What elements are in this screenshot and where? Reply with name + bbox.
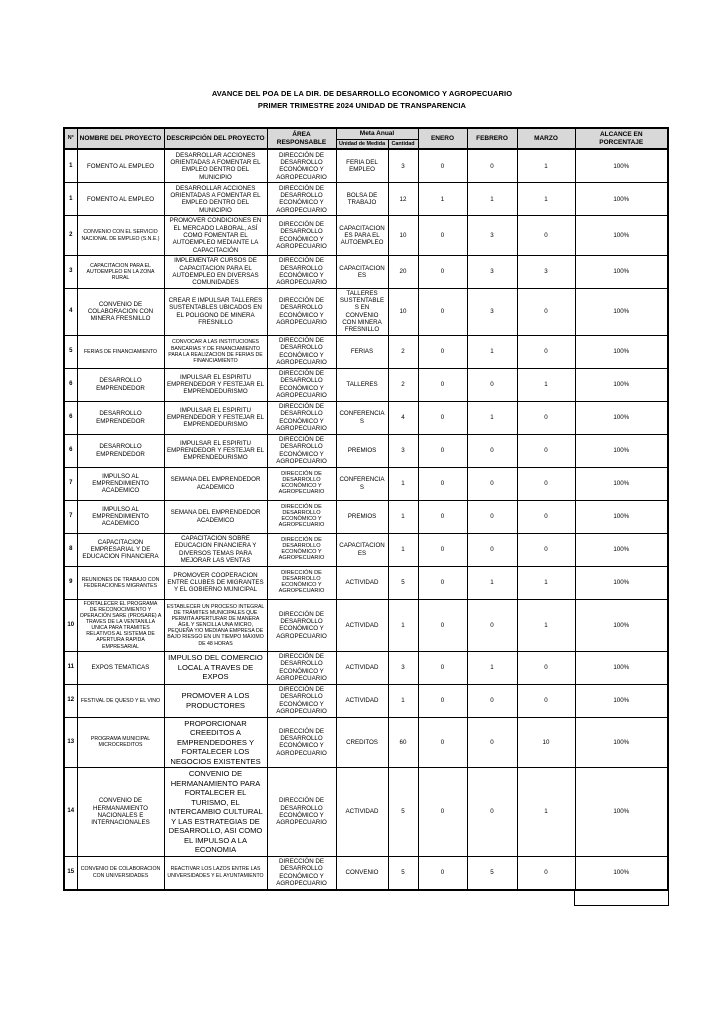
cell-cantidad: 3 [388, 434, 418, 467]
cell-cantidad: 5 [388, 768, 418, 856]
table-row [64, 401, 668, 434]
header-area-responsable: ÁREA RESPONSABLE [267, 128, 336, 149]
cell-area-responsable: DIRECCIÓN DE DESARROLLO ECONÓMICO Y AGROPECUARIO [267, 467, 336, 500]
cell-descripcion: IMPULSAR EL ESPIRITU EMPRENDEDOR Y FESTEJAR EL EMPRENDEDURISMO [164, 368, 267, 401]
table-row [64, 717, 668, 767]
cell-marzo: 1 [517, 768, 575, 856]
cell-alcance: 100% [575, 467, 668, 500]
cell-num: 13 [64, 717, 77, 767]
cell-area-responsable: DIRECCIÓN DE DESARROLLO ECONÓMICO Y AGROPECUARIO [267, 566, 336, 599]
cell-alcance: 100% [575, 768, 668, 856]
cell-num: 15 [64, 856, 77, 890]
cell-enero: 0 [418, 467, 467, 500]
cell-cantidad: 12 [388, 183, 418, 216]
document-title-line2: PRIMER TRIMESTRE 2024 UNIDAD DE TRANSPARENCIA [257, 100, 467, 110]
cell-unidad-medida: CAPACITACIONES PARA EL AUTOEMPLEO [336, 216, 388, 256]
cell-marzo: 0 [517, 533, 575, 566]
cell-descripcion: IMPULSO DEL COMERCIO LOCAL A TRAVES DE EXPOS [164, 651, 267, 684]
cell-febrero: 0 [467, 434, 517, 467]
cell-febrero: 3 [467, 216, 517, 256]
cell-cantidad: 2 [388, 368, 418, 401]
cell-enero: 0 [418, 401, 467, 434]
cell-marzo: 0 [517, 467, 575, 500]
table-row [64, 335, 668, 368]
header-marzo: MARZO [517, 128, 575, 149]
cell-nombre-proyecto: DESARROLLO EMPRENDEDOR [77, 368, 164, 401]
cell-enero: 0 [418, 684, 467, 717]
cell-nombre-proyecto: IMPULSO AL EMPRENDIMIENTO ACADEMICO [77, 500, 164, 533]
cell-descripcion: PROPORCIONAR CREEDITOS A EMPRENDEDORES Y FORTALECER LOS NEGOCIOS EXISTENTES [164, 717, 267, 767]
cell-marzo: 0 [517, 434, 575, 467]
cell-marzo: 0 [517, 335, 575, 368]
cell-num: 6 [64, 434, 77, 467]
cell-descripcion: IMPLEMENTAR CURSOS DE CAPACITACION PARA EL AUTOEMPLEO EN DIVERSAS COMUNIDADES [164, 255, 267, 288]
cell-num: 1 [64, 183, 77, 216]
cell-alcance: 100% [575, 500, 668, 533]
table-row [64, 599, 668, 651]
cell-febrero: 0 [467, 768, 517, 856]
cell-nombre-proyecto: CONVENIO DE HERMANAMIENTO NACIONALES E INTERNACIONALES [77, 768, 164, 856]
cell-unidad-medida: PREMIOS [336, 434, 388, 467]
cell-descripcion: CAPACITACION SOBRE EDUCACION FINANCIERA Y DIVERSOS TEMAS PARA MEJORAR LAS VENTAS [164, 533, 267, 566]
cell-area-responsable: DIRECCIÓN DE DESARROLLO ECONÓMICO Y AGROPECUARIO [267, 149, 336, 183]
header-num: N° [64, 128, 77, 149]
cell-nombre-proyecto: EXPOS TEMATICAS [77, 651, 164, 684]
cell-unidad-medida: CONFERENCIAS [336, 467, 388, 500]
cell-febrero: 0 [467, 467, 517, 500]
cell-unidad-medida: PREMIOS [336, 500, 388, 533]
cell-unidad-medida: ACTIVIDAD [336, 684, 388, 717]
cell-nombre-proyecto: CONVENIO DE COLABORACION CON UNIVERSIDADES [77, 856, 164, 890]
cell-alcance: 100% [575, 684, 668, 717]
cell-descripcion: PROMOVER COOPERACION ENTRE CLUBES DE MIGRANTES Y EL GOBIERNO MUNICIPAL [164, 566, 267, 599]
header-descripcion-proyecto: DESCRIPCIÓN DEL PROYECTO [164, 128, 267, 149]
cell-nombre-proyecto: CONVENIO CON EL SERVICIO NACIONAL DE EMPLEO (S.N.E.) [77, 216, 164, 256]
cell-descripcion: DESARROLLAR ACCIONES ORIENTADAS A FOMENTAR EL EMPLEO DENTRO DEL MUNICIPIO [164, 183, 267, 216]
cell-cantidad: 5 [388, 566, 418, 599]
cell-febrero: 3 [467, 288, 517, 335]
cell-nombre-proyecto: FESTIVAL DE QUESO Y EL VINO [77, 684, 164, 717]
cell-num: 3 [64, 255, 77, 288]
cell-num: 12 [64, 684, 77, 717]
cell-area-responsable: DIRECCIÓN DE DESARROLLO ECONÓMICO Y AGROPECUARIO [267, 651, 336, 684]
cell-febrero: 5 [467, 856, 517, 890]
cell-nombre-proyecto: CAPACITACION PARA EL AUTOEMPLEO EN LA ZONA RURAL [77, 255, 164, 288]
cell-num: 7 [64, 467, 77, 500]
cell-cantidad: 3 [388, 149, 418, 183]
cell-area-responsable: DIRECCIÓN DE DESARROLLO ECONÓMICO Y AGROPECUARIO [267, 216, 336, 256]
cell-cantidad: 2 [388, 335, 418, 368]
cell-febrero: 1 [467, 566, 517, 599]
table-row [64, 768, 668, 856]
cell-area-responsable: DIRECCIÓN DE DESARROLLO ECONÓMICO Y AGROPECUARIO [267, 255, 336, 288]
cell-cantidad: 1 [388, 500, 418, 533]
cell-descripcion: DESARROLLAR ACCIONES ORIENTADAS A FOMENTAR EL EMPLEO DENTRO DEL MUNICIPIO [164, 149, 267, 183]
cell-nombre-proyecto: CAPACITACION EMPRESARIAL Y DE EDUCACION FINANCIERA [77, 533, 164, 566]
cell-enero: 0 [418, 149, 467, 183]
table-row [64, 651, 668, 684]
cell-alcance: 100% [575, 434, 668, 467]
table-row [64, 255, 668, 288]
table-row [64, 216, 668, 256]
cell-descripcion: SEMANA DEL EMPRENDEDOR ACADEMICO [164, 467, 267, 500]
cell-enero: 0 [418, 500, 467, 533]
cell-nombre-proyecto: DESARROLLO EMPRENDEDOR [77, 401, 164, 434]
table-row [64, 467, 668, 500]
document-title-line1: AVANCE DEL POA DE LA DIR. DE DESARROLLO ECONOMICO Y AGROPECUARIO [211, 89, 513, 98]
cell-enero: 0 [418, 216, 467, 256]
cell-alcance: 100% [575, 566, 668, 599]
cell-marzo: 3 [517, 255, 575, 288]
cell-cantidad: 1 [388, 684, 418, 717]
cell-descripcion: PROMOVER A LOS PRODUCTORES [164, 684, 267, 717]
cell-cantidad: 1 [388, 467, 418, 500]
cell-marzo: 0 [517, 651, 575, 684]
cell-enero: 0 [418, 434, 467, 467]
cell-descripcion: CONVENIO DE HERMANAMIENTO PARA FORTALECER EL TURISMO, EL INTERCAMBIO CULTURAL Y LAS ESTRATEGIAS DE DESARROLLO, ASI COMO EL IMPULSO A LA ECONOMIA [164, 768, 267, 856]
header-alcance-porcentaje: ALCANCE EN PORCENTAJE [575, 128, 668, 149]
poa-table-container [63, 127, 667, 906]
cell-area-responsable: DIRECCIÓN DE DESARROLLO ECONÓMICO Y AGROPECUARIO [267, 599, 336, 651]
table-row [64, 434, 668, 467]
cell-marzo: 1 [517, 566, 575, 599]
cell-enero: 1 [418, 183, 467, 216]
cell-alcance: 100% [575, 255, 668, 288]
cell-num: 11 [64, 651, 77, 684]
cell-febrero: 0 [467, 684, 517, 717]
cell-alcance: 100% [575, 717, 668, 767]
table-row [64, 533, 668, 566]
cell-enero: 0 [418, 335, 467, 368]
cell-descripcion: REACTIVAR LOS LAZOS ENTRE LAS UNIVERSIDADES Y EL AYUNTAMIENTO [164, 856, 267, 890]
table-row [64, 149, 668, 183]
header-cantidad: Cantidad [388, 139, 418, 149]
cell-marzo: 10 [517, 717, 575, 767]
cell-marzo: 0 [517, 684, 575, 717]
footer-empty-cell [574, 891, 669, 906]
cell-febrero: 0 [467, 599, 517, 651]
cell-enero: 0 [418, 651, 467, 684]
cell-cantidad: 20 [388, 255, 418, 288]
document-title [60, 88, 664, 111]
cell-enero: 0 [418, 717, 467, 767]
cell-area-responsable: DIRECCIÓN DE DESARROLLO ECONÓMICO Y AGROPECUARIO [267, 500, 336, 533]
cell-marzo: 1 [517, 183, 575, 216]
header-nombre-proyecto: NOMBRE DEL PROYECTO [77, 128, 164, 149]
table-body [64, 149, 668, 889]
cell-enero: 0 [418, 533, 467, 566]
cell-alcance: 100% [575, 288, 668, 335]
cell-unidad-medida: FERIAS [336, 335, 388, 368]
header-unidad-medida: Unidad de Medida [336, 139, 388, 149]
cell-cantidad: 3 [388, 651, 418, 684]
cell-marzo: 0 [517, 856, 575, 890]
cell-num: 8 [64, 533, 77, 566]
table-row [64, 566, 668, 599]
cell-area-responsable: DIRECCIÓN DE DESARROLLO ECONÓMICO Y AGROPECUARIO [267, 717, 336, 767]
cell-num: 9 [64, 566, 77, 599]
cell-enero: 0 [418, 288, 467, 335]
cell-descripcion: CREAR E IMPULSAR TALLERES SUSTENTABLES UBICADOS EN EL POLIGONO DE MINERA FRESNILLO [164, 288, 267, 335]
cell-descripcion: CONVOCAR A LAS INSTITUCIONES BANCARIAS Y DE FINANCIAMIENTO PARA LA REALIZACION DE FERIAS DE FINANCIAMIENTO [164, 335, 267, 368]
cell-nombre-proyecto: CONVENIO DE COLABORACION CON MINERA FRESNILLO [77, 288, 164, 335]
cell-nombre-proyecto: FOMENTO AL EMPLEO [77, 149, 164, 183]
cell-nombre-proyecto: REUNIONES DE TRABAJO CON FEDERACIONES MIGRANTES [77, 566, 164, 599]
cell-febrero: 0 [467, 149, 517, 183]
cell-alcance: 100% [575, 149, 668, 183]
cell-febrero: 1 [467, 183, 517, 216]
cell-unidad-medida: ACTIVIDAD [336, 566, 388, 599]
cell-febrero: 1 [467, 401, 517, 434]
cell-cantidad: 10 [388, 216, 418, 256]
cell-nombre-proyecto: DESARROLLO EMPRENDEDOR [77, 434, 164, 467]
cell-marzo: 1 [517, 149, 575, 183]
cell-area-responsable: DIRECCIÓN DE DESARROLLO ECONÓMICO Y AGROPECUARIO [267, 335, 336, 368]
cell-num: 6 [64, 368, 77, 401]
cell-num: 4 [64, 288, 77, 335]
cell-enero: 0 [418, 599, 467, 651]
header-enero: ENERO [418, 128, 467, 149]
cell-unidad-medida: CONVENIO [336, 856, 388, 890]
cell-num: 14 [64, 768, 77, 856]
cell-area-responsable: DIRECCIÓN DE DESARROLLO ECONÓMICO Y AGROPECUARIO [267, 183, 336, 216]
cell-marzo: 0 [517, 288, 575, 335]
cell-area-responsable: DIRECCIÓN DE DESARROLLO ECONÓMICO Y AGROPECUARIO [267, 684, 336, 717]
cell-nombre-proyecto: PROGRAMA MUNICIPAL MICROCREDITOS [77, 717, 164, 767]
cell-nombre-proyecto: FOMENTO AL EMPLEO [77, 183, 164, 216]
cell-area-responsable: DIRECCIÓN DE DESARROLLO ECONÓMICO Y AGROPECUARIO [267, 434, 336, 467]
cell-nombre-proyecto: FORTALECER EL PROGRAMA DE RECONOCIMIENTO Y OPERACIÓN SARE (PROSARE) A TRAVES DE LA VENTANILLA UNICA PARA TRAMITES RELATIVOS AL SISTEMA DE APERTURA RAPIDA EMPRESARIAL [77, 599, 164, 651]
cell-unidad-medida: BOLSA DE TRABAJO [336, 183, 388, 216]
cell-unidad-medida: ACTIVIDAD [336, 768, 388, 856]
header-febrero: FEBRERO [467, 128, 517, 149]
cell-febrero: 0 [467, 533, 517, 566]
cell-descripcion: SEMANA DEL EMPRENDEDOR ACADEMICO [164, 500, 267, 533]
poa-table [63, 127, 669, 891]
cell-febrero: 1 [467, 335, 517, 368]
cell-num: 5 [64, 335, 77, 368]
cell-enero: 0 [418, 856, 467, 890]
cell-alcance: 100% [575, 335, 668, 368]
table-row [64, 856, 668, 890]
cell-alcance: 100% [575, 401, 668, 434]
table-row [64, 288, 668, 335]
cell-unidad-medida: CONFERENCIAS [336, 401, 388, 434]
cell-enero: 0 [418, 255, 467, 288]
cell-alcance: 100% [575, 599, 668, 651]
cell-febrero: 0 [467, 717, 517, 767]
cell-nombre-proyecto: FERIAS DE FINANCIAMIENTO [77, 335, 164, 368]
cell-unidad-medida: ACTIVIDAD [336, 599, 388, 651]
table-row [64, 684, 668, 717]
cell-num: 10 [64, 599, 77, 651]
cell-enero: 0 [418, 368, 467, 401]
cell-febrero: 0 [467, 500, 517, 533]
cell-num: 6 [64, 401, 77, 434]
cell-descripcion: ESTABLECER UN PROCESO INTEGRAL DE TRÁMITES MUNICIPALES QUE PERMITA APERTURAR DE MANERA ÁGIL Y SENCILLA UNA MICRO, PEQUEÑA Y/O MEDIANA EMPRESA DE BAJO RIESGO EN UN TIEMPO MÁXIMO DE 48 HORAS [164, 599, 267, 651]
cell-cantidad: 1 [388, 533, 418, 566]
cell-unidad-medida: TALLERES SUSTENTABLES EN CONVENIO CON MINERA FRESNILLO [336, 288, 388, 335]
cell-area-responsable: DIRECCIÓN DE DESARROLLO ECONÓMICO Y AGROPECUARIO [267, 856, 336, 890]
cell-alcance: 100% [575, 533, 668, 566]
cell-area-responsable: DIRECCIÓN DE DESARROLLO ECONÓMICO Y AGROPECUARIO [267, 401, 336, 434]
cell-unidad-medida: FERIA DEL EMPLEO [336, 149, 388, 183]
table-row [64, 500, 668, 533]
table-row [64, 183, 668, 216]
cell-descripcion: IMPULSAR EL ESPIRITU EMPRENDEDOR Y FESTEJAR EL EMPRENDEDURISMO [164, 434, 267, 467]
cell-unidad-medida: CAPACITACIONES [336, 255, 388, 288]
cell-num: 2 [64, 216, 77, 256]
cell-alcance: 100% [575, 856, 668, 890]
cell-febrero: 3 [467, 255, 517, 288]
cell-num: 1 [64, 149, 77, 183]
cell-marzo: 1 [517, 599, 575, 651]
cell-descripcion: PROMOVER CONDICIONES EN EL MERCADO LABORAL, ASÍ COMO FOMENTAR EL AUTOEMPLEO MEDIANTE LA CAPACITACIÓN [164, 216, 267, 256]
cell-marzo: 0 [517, 401, 575, 434]
cell-area-responsable: DIRECCIÓN DE DESARROLLO ECONÓMICO Y AGROPECUARIO [267, 768, 336, 856]
cell-marzo: 0 [517, 500, 575, 533]
cell-marzo: 0 [517, 216, 575, 256]
cell-alcance: 100% [575, 216, 668, 256]
cell-febrero: 1 [467, 651, 517, 684]
cell-enero: 0 [418, 566, 467, 599]
cell-alcance: 100% [575, 651, 668, 684]
header-meta-anual: Meta Anual [336, 128, 418, 139]
cell-unidad-medida: TALLERES [336, 368, 388, 401]
cell-marzo: 1 [517, 368, 575, 401]
table-header [64, 128, 668, 149]
cell-area-responsable: DIRECCIÓN DE DESARROLLO ECONÓMICO Y AGROPECUARIO [267, 368, 336, 401]
cell-unidad-medida: CREDITOS [336, 717, 388, 767]
cell-area-responsable: DIRECCIÓN DE DESARROLLO ECONÓMICO Y AGROPECUARIO [267, 533, 336, 566]
cell-cantidad: 1 [388, 599, 418, 651]
cell-nombre-proyecto: IMPULSO AL EMPRENDIMIENTO ACADEMICO [77, 467, 164, 500]
cell-num: 7 [64, 500, 77, 533]
cell-cantidad: 10 [388, 288, 418, 335]
cell-alcance: 100% [575, 368, 668, 401]
cell-unidad-medida: CAPACITACIONES [336, 533, 388, 566]
cell-cantidad: 4 [388, 401, 418, 434]
cell-unidad-medida: ACTIVIDAD [336, 651, 388, 684]
cell-cantidad: 60 [388, 717, 418, 767]
cell-descripcion: IMPULSAR EL ESPIRITU EMPRENDEDOR Y FESTEJAR EL EMPRENDEDURISMO [164, 401, 267, 434]
cell-alcance: 100% [575, 183, 668, 216]
cell-febrero: 0 [467, 368, 517, 401]
cell-enero: 0 [418, 768, 467, 856]
cell-cantidad: 5 [388, 856, 418, 890]
cell-area-responsable: DIRECCIÓN DE DESARROLLO ECONÓMICO Y AGROPECUARIO [267, 288, 336, 335]
table-row [64, 368, 668, 401]
